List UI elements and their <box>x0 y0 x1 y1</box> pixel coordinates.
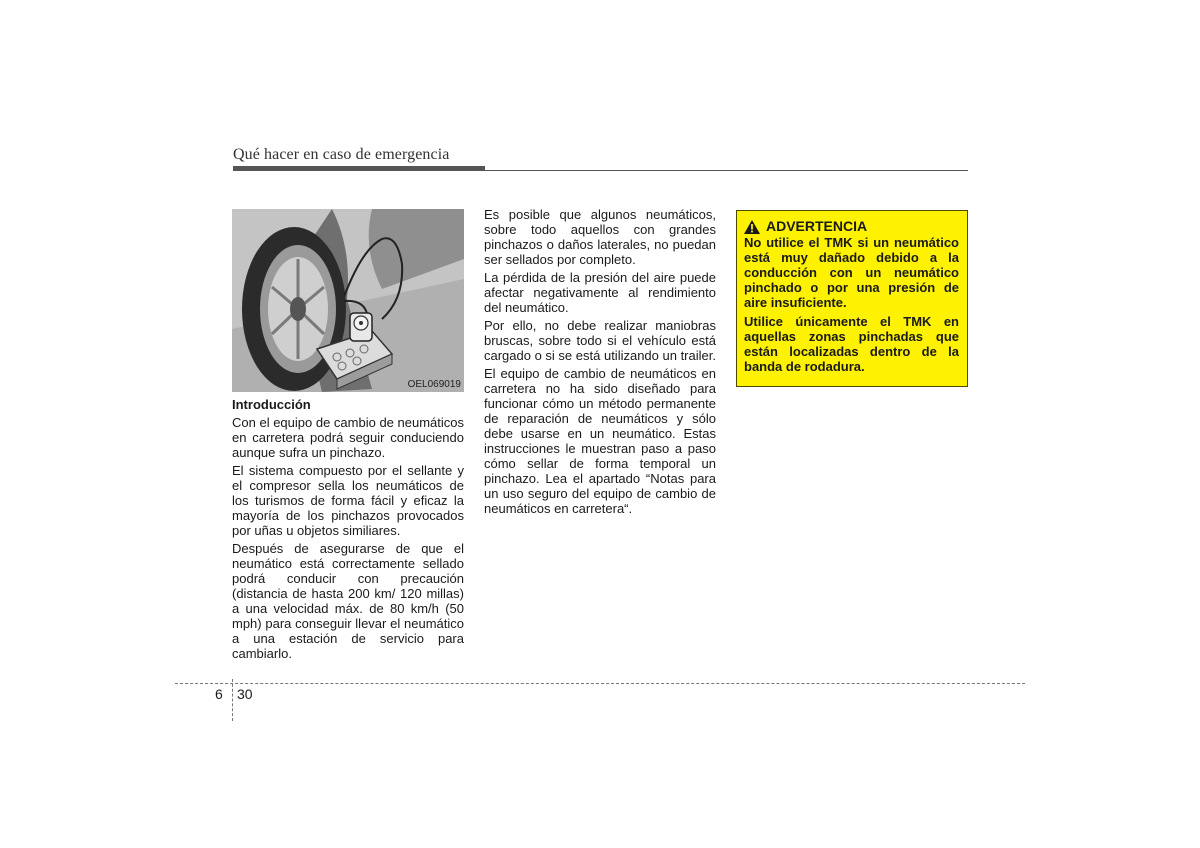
page-number: 30 <box>237 686 253 702</box>
paragraph: Con el equipo de cambio de neumáticos en carretera podrá seguir conduciendo aunque sufra un pinchazo. <box>232 415 464 460</box>
warning-box <box>736 210 968 387</box>
paragraph: Después de asegurarse de que el neumático está correctamente sellado podrá conducir con precaución (distancia de hasta 200 km/ 120 millas) a una velocidad máx. de 80 km/h (50 mph) para conseguir llevar el neumático a una estación de servicio para cambiarlo. <box>232 541 464 661</box>
section-heading: Introducción <box>232 397 311 412</box>
section-number: 6 <box>215 686 223 702</box>
figure-code: OEL069019 <box>407 379 461 390</box>
page-header-title: Qué hacer en caso de emergencia <box>233 146 450 163</box>
footer-divider <box>232 679 233 721</box>
column-2 <box>484 207 716 519</box>
header-rule-thin <box>233 170 968 171</box>
paragraph: El sistema compuesto por el sellante y el compresor sella los neumáticos de los turismos de forma fácil y eficaz la mayoría de los pinchazos provocados por uñas u objetos similiares. <box>232 463 464 538</box>
tire-compressor-illustration <box>232 209 464 392</box>
warning-paragraph: Utilice únicamente el TMK en aquellas zonas pinchadas que están localizadas dentro de la banda de rodadura. <box>744 314 959 374</box>
warning-paragraph: No utilice el TMK si un neumático está muy dañado debido a la conducción con un neumático pinchado o por una presión de aire insuficiente. <box>744 235 959 310</box>
paragraph: Es posible que algunos neumáticos, sobre todo aquellos con grandes pinchazos o daños laterales, no puedan ser sellados por completo. <box>484 207 716 267</box>
tire-compressor-drawing <box>232 209 464 392</box>
warning-header <box>744 219 959 234</box>
warning-triangle-icon <box>744 220 760 234</box>
footer-rule <box>175 683 1025 684</box>
paragraph: Por ello, no debe realizar maniobras bruscas, sobre todo si el vehículo está cargado o si se está utilizando un trailer. <box>484 318 716 363</box>
paragraph: El equipo de cambio de neumáticos en carretera no ha sido diseñado para funcionar cómo un método permanente de reparación de neumáticos y sólo debe usarse en un neumático. Estas instrucciones le muestran paso a paso cómo sellar de forma temporal un pinchazo. Lea el apartado “Notas para un uso seguro del equipo de cambio de neumáticos en carretera“. <box>484 366 716 516</box>
paragraph: La pérdida de la presión del aire puede afectar negativamente al rendimiento del neumático. <box>484 270 716 315</box>
column-1 <box>232 397 464 664</box>
warning-title: ADVERTENCIA <box>766 218 868 234</box>
